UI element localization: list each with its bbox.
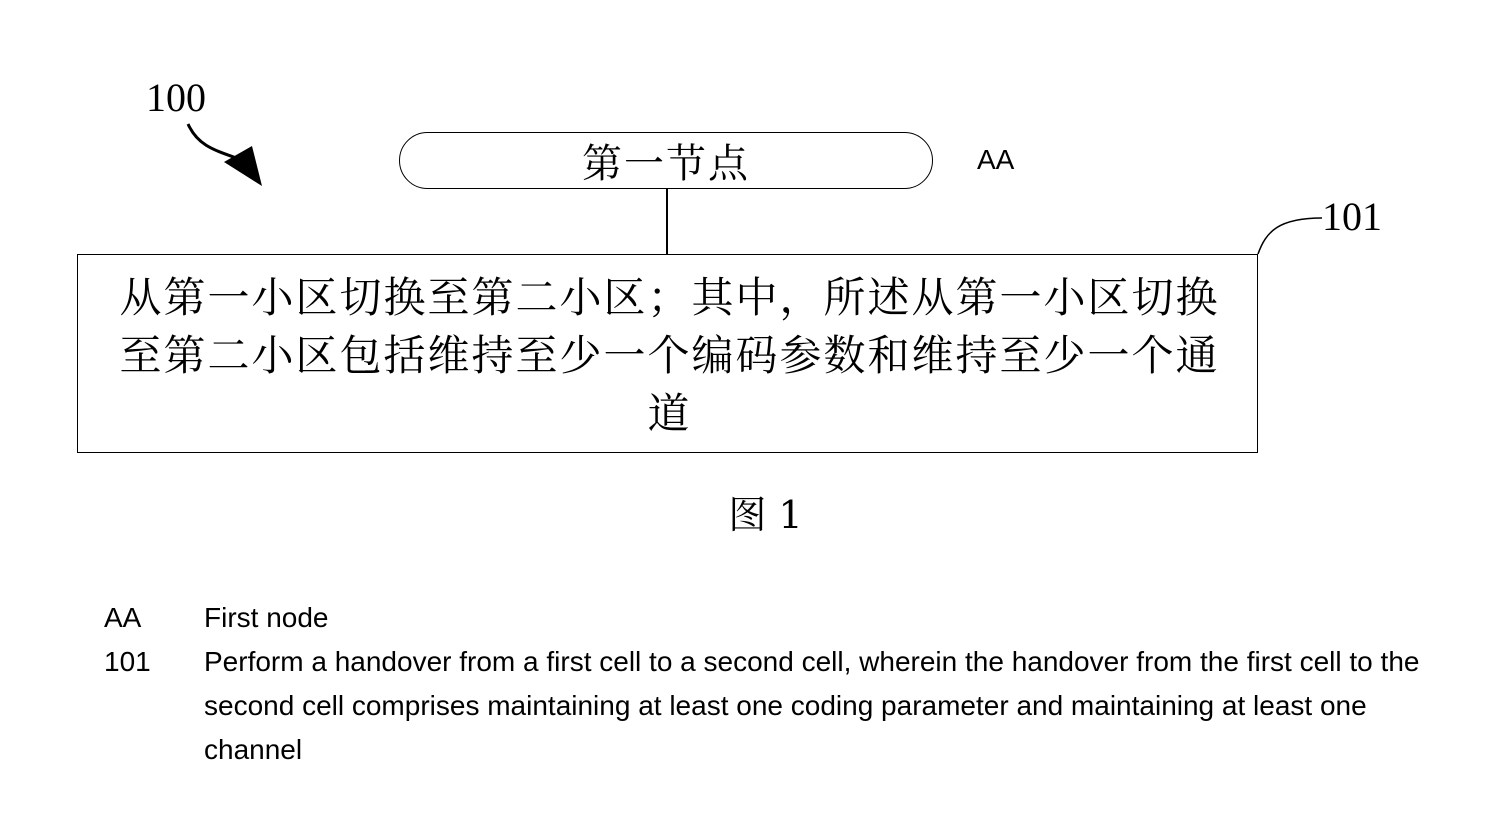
first-node-label: 第一节点 (582, 141, 750, 187)
figure-caption: 图 1 (728, 493, 803, 537)
legend-row-aa (104, 596, 1434, 640)
legend-row-101 (104, 640, 1434, 772)
legend-text: First node (204, 602, 329, 633)
legend-key: 101 (104, 646, 151, 677)
handover-process-text: 从第一小区切换至第二小区；其中，所述从第一小区切换至第二小区包括维持至少一个编码参数和维持至少一个通道 (119, 273, 1220, 438)
first-node-terminal (399, 132, 933, 189)
reference-arrow-head (224, 146, 262, 186)
legend-text: Perform a handover from a first cell to a second cell, wherein the handover from the first cell to the second cell comprises maintaining at least one coding parameter and maintaining at least one channel (204, 646, 1420, 765)
process-leader-line (1258, 218, 1322, 254)
connector-line (666, 189, 668, 255)
first-node-tag: AA (977, 144, 1015, 175)
handover-process-box (77, 254, 1258, 453)
reference-numeral-101: 101 (1322, 194, 1382, 239)
legend (104, 596, 1434, 772)
reference-arrow-shaft (188, 124, 242, 160)
reference-numeral-100: 100 (146, 75, 206, 120)
legend-key: AA (104, 602, 142, 633)
